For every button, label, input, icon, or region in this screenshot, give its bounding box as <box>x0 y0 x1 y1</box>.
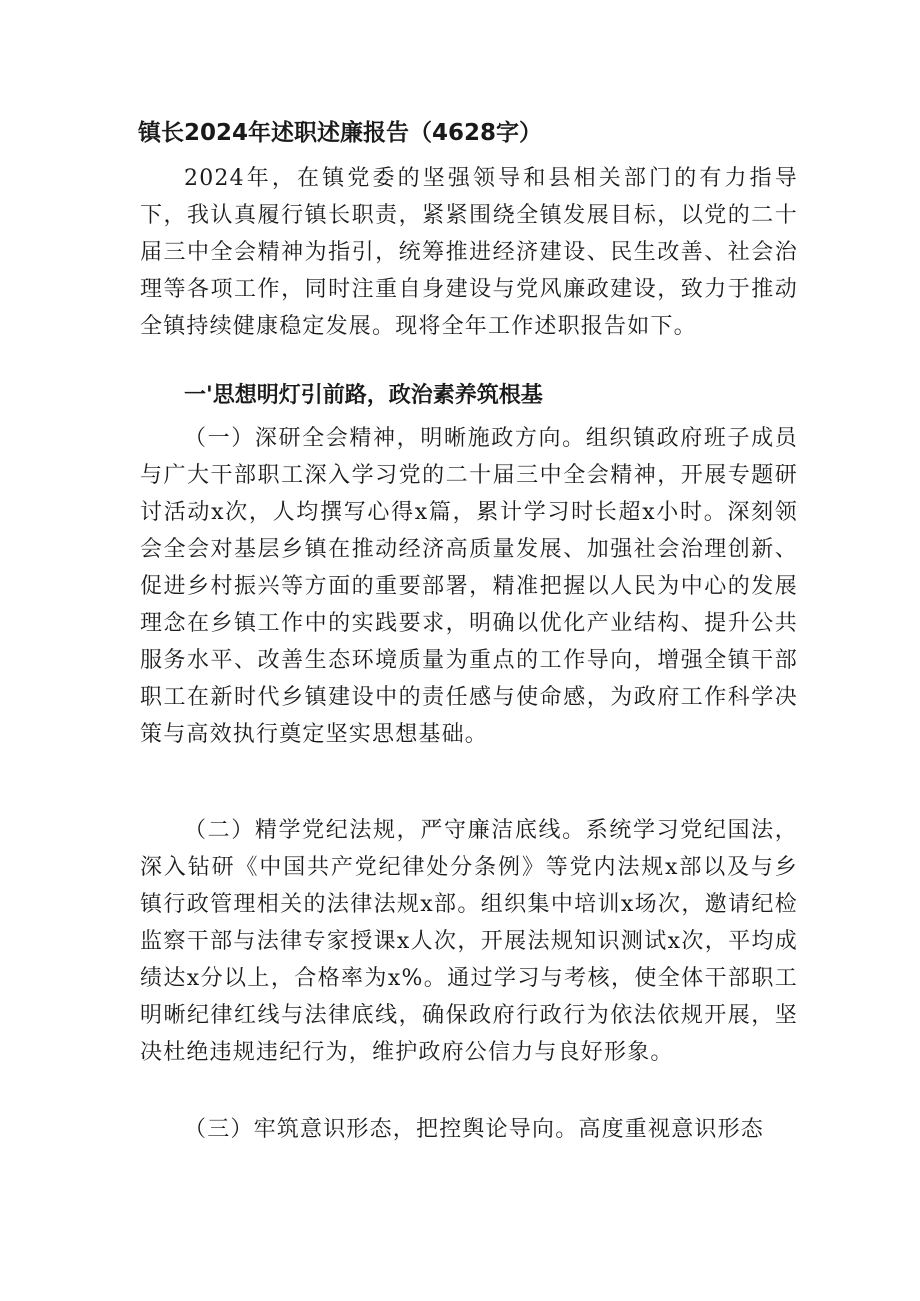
paragraph-1: （一）深研全会精神，明晰施政方向。组织镇政府班子成员与广大干部职工深入学习党的二十届三中全会精神，开展专题研讨活动x次，人均撰写心得x篇，累计学习时长超x小时。深刻领会全会对基层乡镇在推动经济高质量发展、加强社会治理创新、促进乡村振兴等方面的重要部署，精准把握以人民为中心的发展理念在乡镇工作中的实践要求，明确以优化产业结构、提升公共服务水平、改善生态环境质量为重点的工作导向，增强全镇干部职工在新时代乡镇建设中的责任感与使命感，为政府工作科学决策与高效执行奠定坚实思想基础。 <box>140 426 798 747</box>
document-title: 镇长2024年述职述廉报告（4628字） <box>138 120 543 146</box>
paragraph-3: （三）牢筑意识形态，把控舆论导向。高度重视意识形态 <box>184 1117 765 1142</box>
paragraph-2: （二）精学党纪法规，严守廉洁底线。系统学习党纪国法，深入钻研《中国共产党纪律处分条例》等党内法规x部以及与乡镇行政管理相关的法律法规x部。组织集中培训x场次，邀请纪检监察干部与法律专家授课x人次，开展法规知识测试x次，平均成绩达x分以上，合格率为x%。通过学习与考核，使全体干部职工明晰纪律红线与法律底线，确保政府行政行为依法依规开展，坚决杜绝违规违纪行为，维护政府公信力与良好形象。 <box>140 818 798 1065</box>
intro-paragraph: 2024年，在镇党委的坚强领导和县相关部门的有力指导下，我认真履行镇长职责，紧紧围绕全镇发展目标，以党的二十届三中全会精神为指引，统筹推进经济建设、民生改善、社会治理等各项工作，同时注重自身建设与党风廉政建设，致力于推动全镇持续健康稳定发展。现将全年工作述职报告如下。 <box>140 166 798 339</box>
section-heading-1: 一'思想明灯引前路，政治素养筑根基 <box>184 383 543 408</box>
